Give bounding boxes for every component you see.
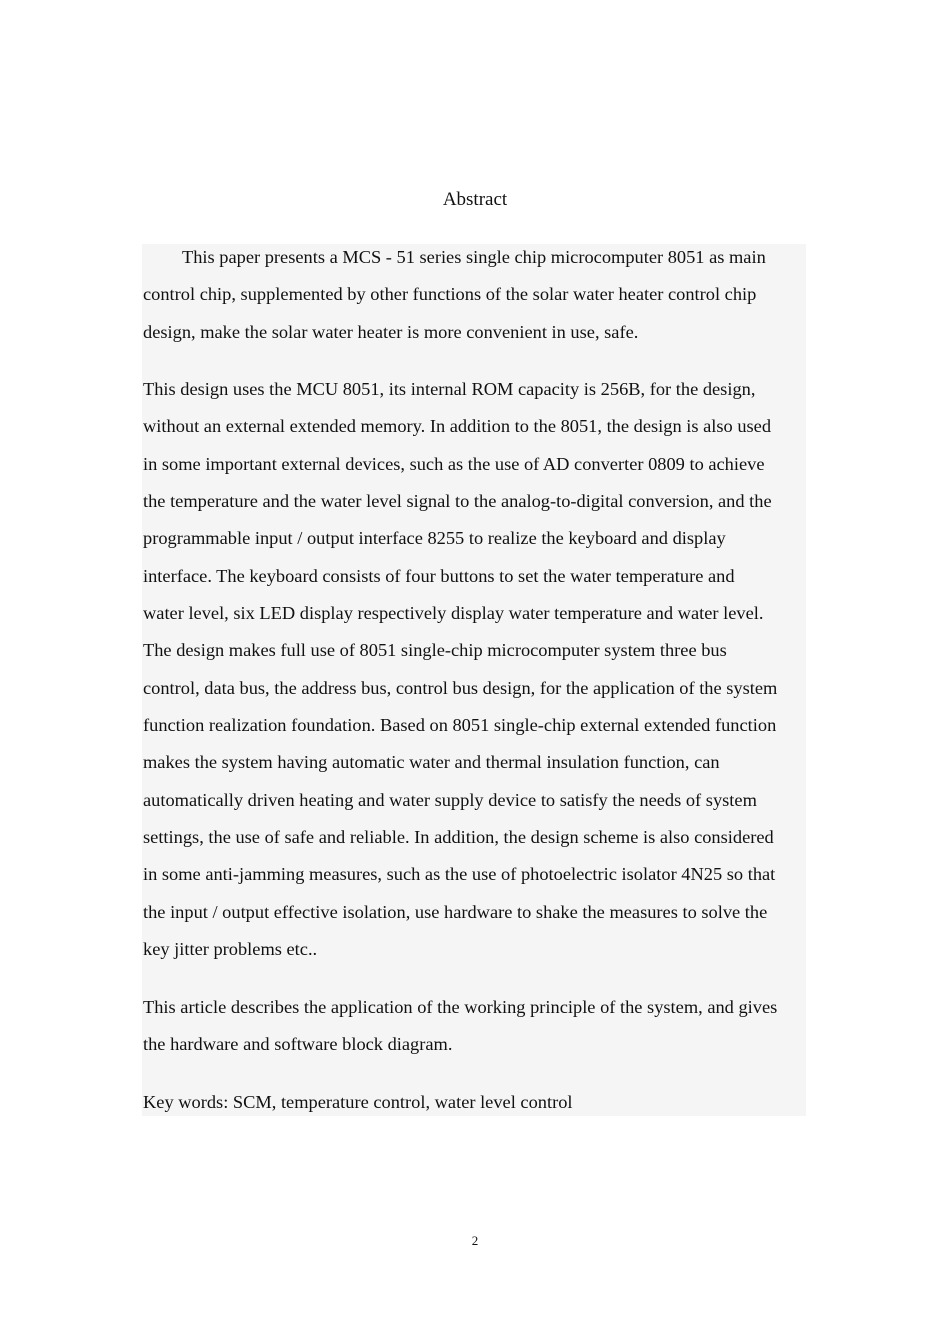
text-line: design, make the solar water heater is more convenient in use, safe. xyxy=(143,321,639,342)
text-line: This design uses the MCU 8051, its internal ROM capacity is 256B, for the design, xyxy=(143,379,756,399)
text-line: programmable input / output interface 8255 to realize the keyboard and display xyxy=(143,528,726,549)
text-line: water level, six LED display respectively display water temperature and water level. xyxy=(143,603,764,624)
page-number: 2 xyxy=(471,1233,479,1248)
abstract-paragraph-design xyxy=(143,371,809,969)
text-line: The design makes full use of 8051 single-chip microcomputer system three bus xyxy=(143,640,727,661)
text-line: automatically driven heating and water supply device to satisfy the needs of system xyxy=(143,789,757,810)
text-line: control, data bus, the address bus, control bus design, for the application of the system xyxy=(143,677,778,698)
text-line: in some anti-jamming measures, such as the use of photoelectric isolator 4N25 so that xyxy=(143,864,776,885)
abstract-paragraph-intro xyxy=(143,239,809,351)
text-line: This article describes the application of the working principle of the system, and gives xyxy=(143,997,778,1017)
keywords-line: Key words: SCM, temperature control, water level control xyxy=(143,1092,573,1112)
text-line: without an external extended memory. In addition to the 8051, the design is also used xyxy=(143,416,772,437)
text-line: in some important external devices, such as the use of AD converter 0809 to achieve xyxy=(143,453,765,474)
text-line: the hardware and software block diagram. xyxy=(143,1034,453,1055)
text-line: settings, the use of safe and reliable. In addition, the design scheme is also considered xyxy=(143,827,774,848)
abstract-keywords xyxy=(143,1084,809,1121)
text-line: the input / output effective isolation, use hardware to shake the measures to solve the xyxy=(143,901,768,922)
text-line: the temperature and the water level signal to the analog-to-digital conversion, and the xyxy=(143,491,772,512)
text-line: key jitter problems etc.. xyxy=(143,939,318,960)
text-line: makes the system having automatic water and thermal insulation function, can xyxy=(143,752,720,773)
text-line: control chip, supplemented by other functions of the solar water heater control chip xyxy=(143,284,757,305)
abstract-paragraph-summary xyxy=(143,989,809,1064)
text-line: This paper presents a MCS - 51 series single chip microcomputer 8051 as main xyxy=(182,247,766,267)
text-line: function realization foundation. Based on 8051 single-chip external extended function xyxy=(143,715,777,736)
text-line: interface. The keyboard consists of four buttons to set the water temperature and xyxy=(143,565,735,586)
abstract-title: Abstract xyxy=(442,189,508,210)
